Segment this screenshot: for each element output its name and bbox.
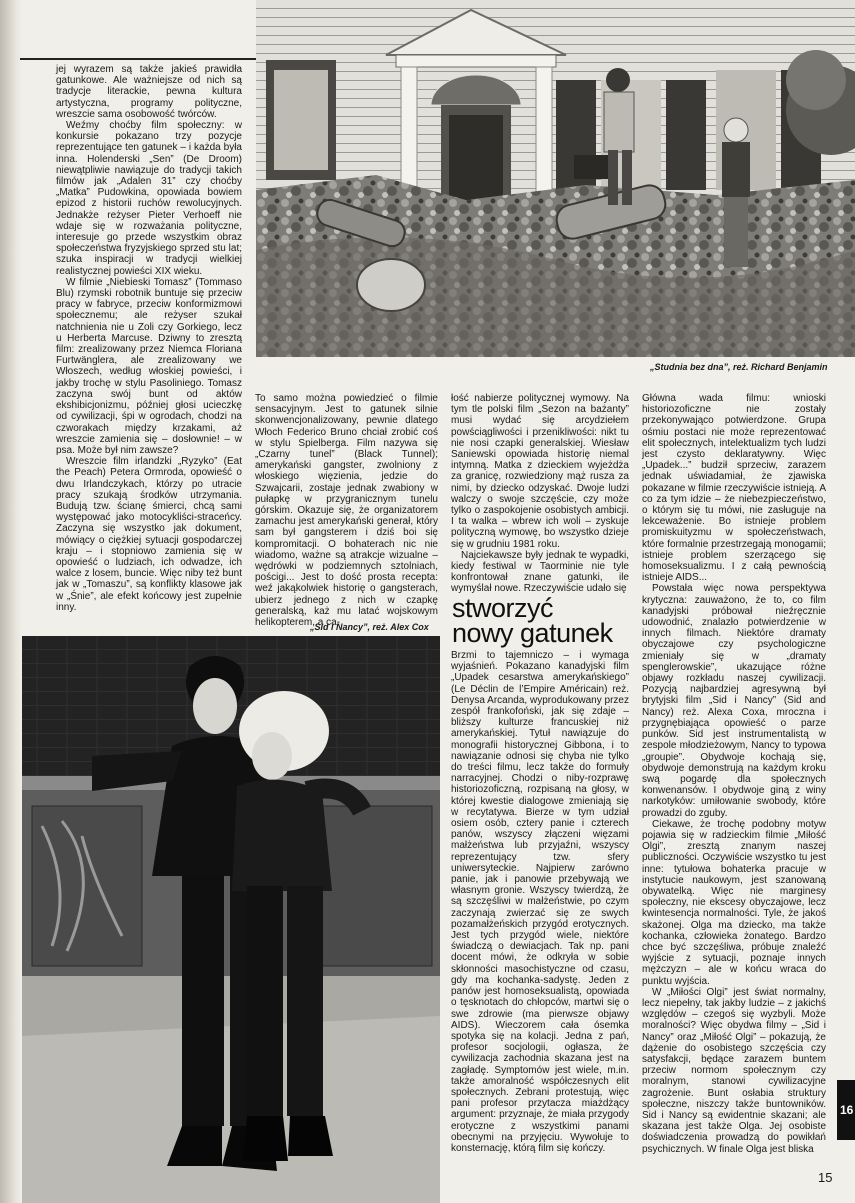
column-rule <box>20 58 256 60</box>
paragraph: Wreszcie film irlandzki „Ryzyko” (Eat the Peach) Petera Ormroda, opowieść o dwu Irlandczykach, którzy po utracie pracy szukają środków utrzymania. Budują tzw. ścianę śmierci, chcą sami występować jako motocykliści-straceńcy. Zaczyna się wszystko jak dokument, mówiący o ciężkiej sytuacji gospodarczej kraju – i stopniowo zamienia się w opowieść o ludziach, ich odwadze, ich walce z losem, buncie. Więc niby też bunt jak w „Tomaszu”, są konflikty klasowe jak w „Śnie”, ale efekt końcowy jest zupełnie inny. <box>56 456 242 613</box>
heading-line-1: stworzyć <box>452 593 554 623</box>
column-3-top <box>451 393 629 595</box>
paragraph: jej wyrazem są także jakieś prawidła gatunkowe. Ale ważniejsze od nich są tradycje literackie, pewna kultura artystyczna, programy polityczne, wreszcie sama osobowość twórców. <box>56 64 242 120</box>
heading-line-2: nowy gatunek <box>452 618 613 648</box>
photo-sid-i-nancy <box>22 636 440 1203</box>
paragraph: Weźmy choćby film społeczny: w konkursie pokazano trzy pozycje reprezentujące ten gatunek – i każda była inna. Holenderski „Sen” (De Droom) niewątpliwie nawiązuje do tradycji takich filmów jak „Adalen 31” czy choćby „Matka” Pudowkina, opowiada bowiem epizod z historii ruchów rewolucyjnych. Jednakże reżyser Pieter Verhoeff nie wdaje się w rozważania polityczne, interesuje go przede wszystkim obraz społeczeństwa fryzyjskiego sprzed stu lat; szuka inspiracji w tradycji wielkiej realistycznej powieści XIX wieku. <box>56 120 242 277</box>
column-1 <box>56 64 242 613</box>
paragraph: Główna wada filmu: wnioski historiozoficzne nie zostały przekonywająco potwierdzone. Grupa ośmiu postaci nie może reprezentować elit społecznych, intelektualizm tych ludzi jest czysto deklaratywny. Więc „Upadek...” budził sprzeciw, zarazem jednak uświadamiał, że zjawiska pokazane w filmie rzeczywiście istnieją. A co za tym idzie – że niebezpieczeństwo, o którym się tu mówi, nie zasługuje na lekceważenie. Bo istnieje problem promiskuityzmu w społeczeństwach, które formalnie przestrzegają monogamii; istnieje problem szerzącego się homoseksualizmu. I z całą pewnością istnieje AIDS... <box>642 393 826 584</box>
caption-studnia-bez-dna: „Studnia bez dna”, reż. Richard Benjamin <box>650 362 828 372</box>
paragraph: Powstała więc nowa perspektywa krytyczna: zauważono, że to, co film kanadyjski próbował nieźręcznie udowodnić, znalazło potwierdzenie w innych filmach. Niektóre dramaty obyczajowe czy psychologiczne zmieniały się w „dramaty spenglerowskie”, ukazujące różne objawy rozkładu naszej cywilizacji. Pozycją najbardziej agresywną był brytyjski film „Sid i Nancy” (Sid and Nancy) reż. Alexa Coxa, mroczna i przygnębiająca opowieść o parze punków. Sid jest instrumentalistą w zespole młodzieżowym, Nancy to typowa „groupie”. Obydwoje kochają się, obydwoje demonstrują na każdym kroku swą pogardę dla społecznych konwenansów. I obydwoje giną z winy narkotyków: umiłowanie swobody, które prowadzi do zguby. <box>642 583 826 819</box>
next-page-tab: 16 <box>837 1080 855 1140</box>
paragraph: łość nabierze politycznej wymowy. Na tym tle polski film „Sezon na bażanty” musi wydać się arcydziełem powściągliwości i przenikliwości: nikt tu nie nosi czapki generalskiej. Wiesław Saniewski opowiada historię niemal intymną. Matka z dzieckiem wyjeżdża za granicę, rozwiedziony mąż rusza za nimi, by dziecko odzyskać. Dwoje ludzi walczy o swoje szczęście, czy może tylko o zaspokojenie osobistych ambicji. I ta walka – wbrew ich woli – zyskuje polityczną wymowę, bo wszystko dzieje się w grudniu 1981 roku. <box>451 393 629 550</box>
paragraph: Brzmi to tajemniczo – i wymaga wyjaśnień. Pokazano kanadyjski film „Upadek cesarstwa amerykańskiego” (Le Déclin de l’Empire Américain) reż. Denysa Arcanda, wyprodukowany przez zespół frankofoński, jak się zdaje – bliższy kulturze francuskiej niż amerykańskiej. Tytuł nawiązuje do monografii historycznej Gibbona, i to nawiązanie odnosi się chyba nie tylko do treści filmu, lecz także do formuły narracyjnej. Chodzi o niby-rozprawę historiozoficzną, rozpisaną na głosy, w której kwestie dialogowe zmieniają się w recytatywa. Bierze w tym udział osiem osób, cztery panie i czterech panów, wszyscy złączeni więzami małżeństwa lub przyjaźni, wszyscy reprezentujący tzw. sfery uniwersyteckie. Najpierw zarówno panie, jak i panowie przebywają we własnym gronie. Wszyscy twierdzą, że są szczęśliwi w małżeństwie, po czym zaczynają zwierzać się ze swych pozamałżeńskich przygód erotycznych. Jest tych przygód wiele, niektóre świadczą o dewiacjach. Tak np. pani docent mówi, że odkryła w sobie skłonności masochistyczne od czasu, gdy ma kochanka-sadystę. Jeden z panów jest homoseksualistą, opowiada o tęsknotach do chłopców, martwi się o swe zdrowie (ma pierwsze objawy AIDS). Wieczorem cała ósemka spotyka się na kolacji. Jedna z pań, profesor socjologii, ogłasza, że cywilizacja zachodnia skazana jest na zagładę. Symptomów jest wiele, m.in. także amoralność współczesnych elit społecznych. Zebrani protestują, więc pani profesor przytacza miażdżący argument: przyznaje, że miała przygody erotyczne z wszystkimi panami obecnymi na przyjęciu. Wywołuje to konsternację, którą film się kończy. <box>451 650 629 1154</box>
page-number: 15 <box>818 1170 833 1185</box>
column-2 <box>255 393 438 628</box>
page-gutter-shadow <box>0 0 22 1203</box>
paragraph: To samo można powiedzieć o filmie sensacyjnym. Jest to gatunek silnie skonwencjonalizowany, pewnie dlatego Włoch Federico Bruno chciał zrobić coś w stylu Spielberga. Film nazywa się „Czarny tunel” (Black Tunnel); amerykański gangster, zwolniony z włoskiego więzienia, jedzie do Szwajcarii, zostaje jednak zwabiony w pułapkę w przygranicznym tunelu górskim. Okazuje się, że organizatorem zamachu jest amerykański generał, który sam był gangsterem i dziś boi się kompromitacji. O bohaterach nic nie wiadomo, ważne są atrakcje wizualne – wędrówki w podziemnych sztolniach, pościgi... Jest to dość prosta recepta: weź jakąkolwiek historię o gangsterach, ubierz jednego z nich w czapkę generalską, każ mu latać wojskowym helikopterem, a ca- <box>255 393 438 629</box>
paragraph: W filmie „Niebieski Tomasz” (Tommaso Blu) rzymski robotnik buntuje się przeciw pracy w fabryce, przeciw konformizmowi społecznemu; ale reżyser szukał natchnienia nie u Zoli czy Gorkiego, lecz u Herberta Marcuse. Dziwny to zresztą film: zrealizowany przez Niemca Floriana Furtwänglera, ale zrealizowany we Włoszech, według włoskiej powieści, i jakby trochę w stylu Pasoliniego. Tomasz zaczyna swój bunt od aktów ekshibicjonizmu, później głosi ucieczkę od cywilizacji, śpi w ogrodach, chodzi na czworakach między krzakami, aż wreszcie zamienia się – dosłownie! – w psa. Może był nim zawsze? <box>56 276 242 456</box>
column-4 <box>642 393 826 1155</box>
section-heading <box>452 593 613 648</box>
caption-sid-i-nancy: „Sid i Nancy”, reż. Alex Cox <box>310 622 429 632</box>
paragraph: Najciekawsze były jednak te wypadki, kiedy festiwal w Taorminie nie tyle konfrontował znane gatunki, ile wymyślał nowe. Rzeczywiście udało się <box>451 549 629 595</box>
photo-studnia-bez-dna <box>256 0 855 357</box>
paragraph: Ciekawe, że trochę podobny motyw pojawia się w radzieckim filmie „Miłość Olgi”, zresztą znanym naszej publiczności. Oczywiście wszystko tu jest inne: tytułowa bohaterka pracuje w instytucie naukowym, jest szanowaną obywatelką. Więc nie marginesy społeczny, nie ekscesy obyczajowe, lecz kwintesencja normalności. Tyle, że jakoś skażonej. Olga ma dziecko, ma także kochanka, człowieka żonatego. Bardzo chce być szczęśliwa, próbuje znaleźć wyjście z sytuacji, poznaje innych mężczyzn – ale w końcu wraca do punktu wyjścia. <box>642 818 826 987</box>
column-3-bottom <box>451 650 629 1154</box>
paragraph: W „Miłości Olgi” jest świat normalny, lecz niepełny, tak jakby ludzie – z jakichś względów – czegoś się wyzbyli. Może moralności? Więc obydwa filmy – „Sid i Nancy” oraz „Miłość Olgi” – pokazują, że dążenie do osobistego szczęścia czy satysfakcji, będące zarazem buntem przeciw normom społecznym czy moralnym, stanowi cywilizacyjne zagrożenie. Bunt osłabia struktury społeczne, niszczy także buntowników. Sid i Nancy są ewidentnie skazani; ale skazana jest także Olga. Jej osobiste doświadczenia prowadzą do powikłań psychicznych. W finale Olga jest bliska <box>642 986 826 1155</box>
